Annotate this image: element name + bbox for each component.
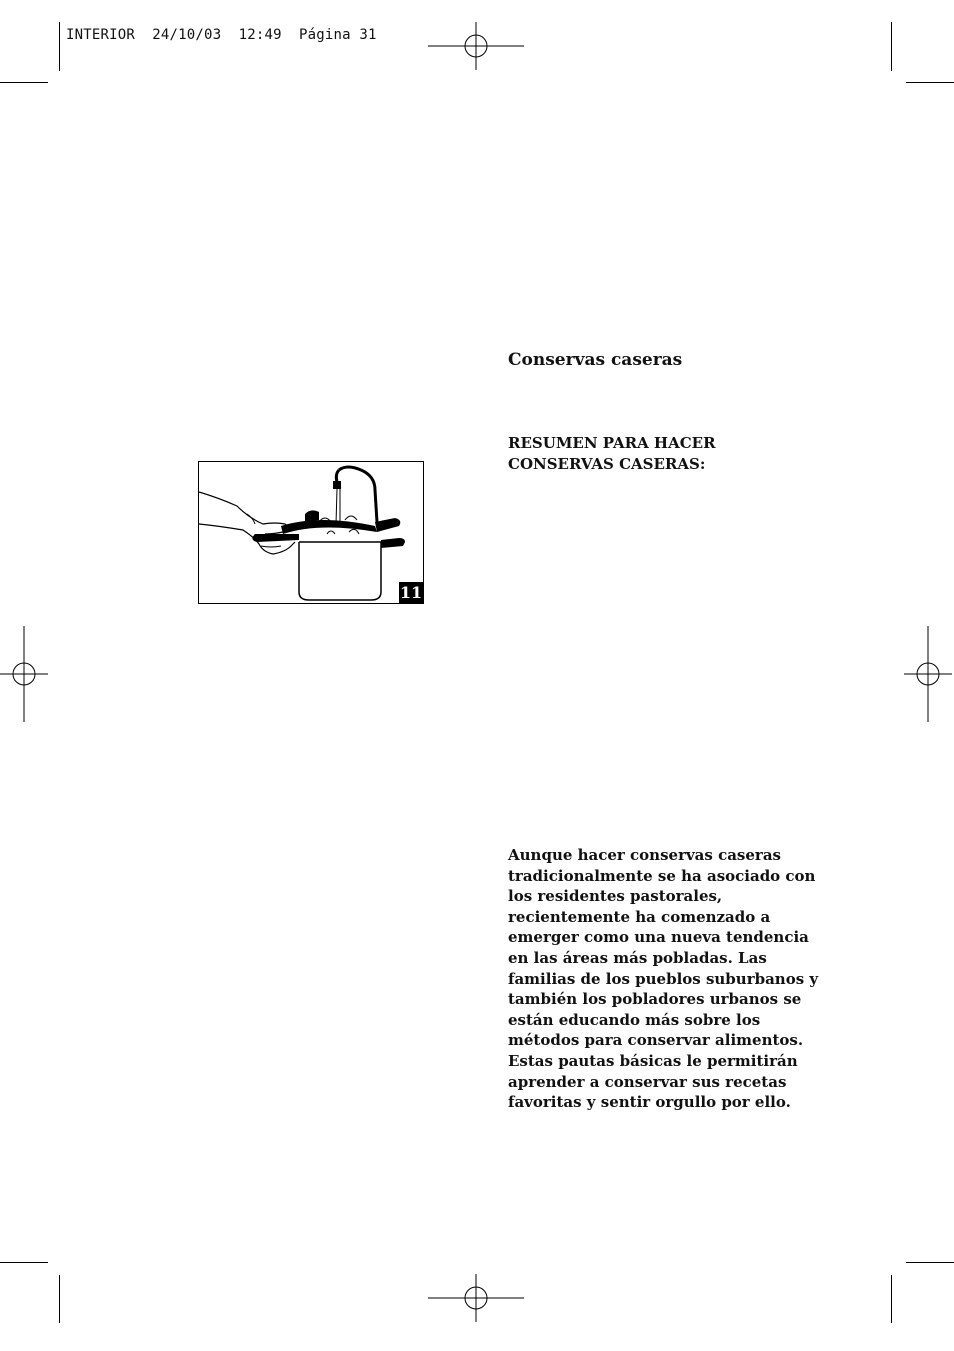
crop-mark [891, 1275, 892, 1323]
crop-mark [0, 82, 48, 83]
crop-mark [0, 1262, 48, 1263]
summary-heading: RESUMEN PARA HACER CONSERVAS CASERAS: [508, 434, 716, 473]
crop-mark [59, 22, 60, 71]
registration-mark-icon [0, 626, 48, 722]
figure-number-badge: 11 [399, 583, 423, 602]
intro-paragraph: Aunque hacer conservas caseras tradicionalmente se ha asociado con los residentes pastorales, recientemente ha comenzado a emerger como una nueva tendencia en las áreas más pobladas. Las familias de los pueblos suburbanos y también los pobladores urbanos se están educando más sobre los métodos para conservar alimentos. Estas pautas básicas le permitirán aprender a conservar sus recetas favoritas y sentir orgullo por ello. [508, 846, 819, 1112]
crop-mark [891, 22, 892, 71]
section-title: Conservas caseras [508, 350, 683, 370]
registration-mark-icon [904, 626, 952, 722]
crop-mark [906, 1262, 954, 1263]
registration-mark-icon [428, 1274, 524, 1322]
print-slug-line: INTERIOR 24/10/03 12:49 Página 31 [66, 27, 377, 43]
hand-washing-pressure-cooker-lid-under-faucet-icon [199, 462, 424, 604]
figure-illustration [198, 461, 424, 604]
crop-mark [906, 82, 954, 83]
registration-mark-icon [428, 22, 524, 70]
crop-mark [59, 1275, 60, 1323]
